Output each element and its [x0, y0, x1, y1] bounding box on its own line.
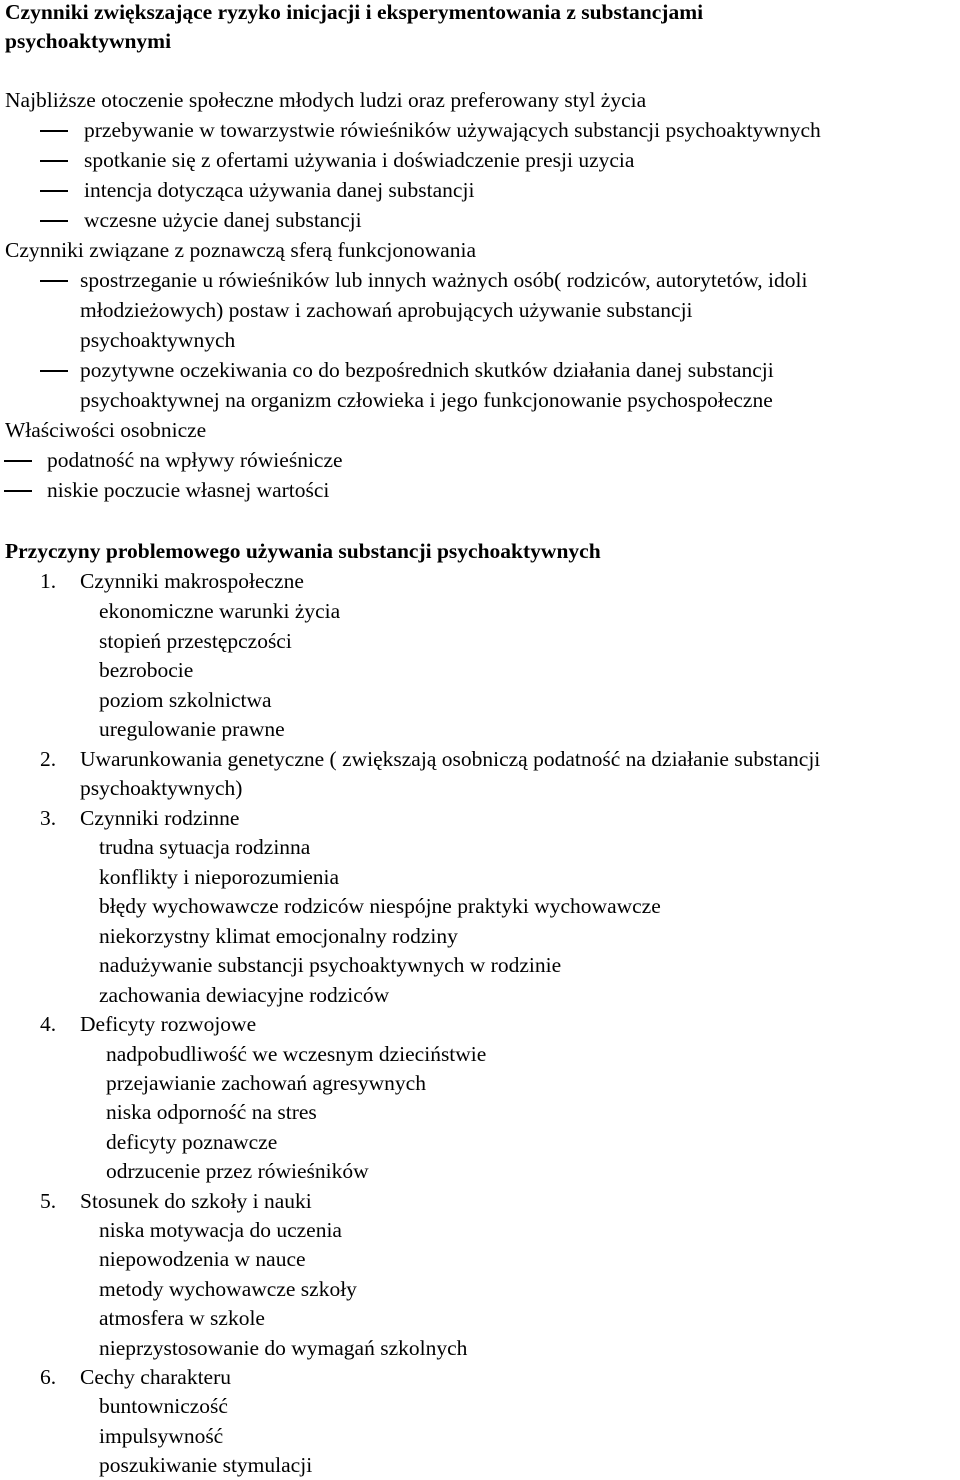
dash-bullet — [40, 280, 68, 282]
sub-item: deficyty poznawcze — [106, 1130, 278, 1154]
list-item-continuation: psychoaktywnych — [80, 328, 236, 352]
sub-item: niepowodzenia w nauce — [99, 1247, 306, 1271]
sub-item: buntowniczość — [99, 1394, 228, 1418]
sub-item: nieprzystosowanie do wymagań szkolnych — [99, 1336, 468, 1360]
sub-item: niska motywacja do uczenia — [99, 1218, 342, 1242]
dash-bullet — [4, 490, 32, 492]
section3-heading: Właściwości osobnicze — [5, 418, 207, 442]
causes-heading: Przyczyny problemowego używania substancji psychoaktywnych — [5, 539, 601, 563]
sub-item: ekonomiczne warunki życia — [99, 599, 341, 623]
dash-bullet — [40, 190, 68, 192]
sub-item: niekorzystny klimat emocjonalny rodziny — [99, 924, 458, 948]
sub-item: uregulowanie prawne — [99, 717, 285, 741]
title-line-2: psychoaktywnymi — [5, 29, 172, 53]
sub-item: poziom szkolnictwa — [99, 688, 272, 712]
dash-bullet — [40, 130, 68, 132]
list-item-continuation: psychoaktywnej na organizm człowieka i jego funkcjonowanie psychospołeczne — [80, 388, 773, 412]
sub-item: poszukiwanie stymulacji — [99, 1453, 313, 1477]
sub-item: zachowania dewiacyjne rodziców — [99, 983, 390, 1007]
sub-item: niska odporność na stres — [106, 1100, 317, 1124]
section1-heading: Najbliższe otoczenie społeczne młodych ludzi oraz preferowany styl życia — [5, 88, 647, 112]
sub-item: trudna sytuacja rodzinna — [99, 835, 311, 859]
sub-item: nadużywanie substancji psychoaktywnych w rodzinie — [99, 953, 562, 977]
sub-item: atmosfera w szkole — [99, 1306, 265, 1330]
sub-item: przejawianie zachowań agresywnych — [106, 1071, 426, 1095]
sub-item: stopień przestępczości — [99, 629, 292, 653]
dash-bullet — [40, 160, 68, 162]
sub-item: impulsywność — [99, 1424, 224, 1448]
sub-item: metody wychowawcze szkoły — [99, 1277, 357, 1301]
title-line-1: Czynniki zwiększające ryzyko inicjacji i eksperymentowania z substancjami — [5, 0, 704, 24]
sub-item: odrzucenie przez rówieśników — [106, 1159, 369, 1183]
sub-item: nadpobudliwość we wczesnym dzieciństwie — [106, 1042, 487, 1066]
dash-bullet — [40, 220, 68, 222]
section2-heading: Czynniki związane z poznawczą sferą funkcjonowania — [5, 238, 476, 262]
sub-item: bezrobocie — [99, 658, 194, 682]
numbered-item-continuation: psychoaktywnych) — [80, 776, 243, 800]
sub-item: błędy wychowawcze rodziców niespójne praktyki wychowawcze — [99, 894, 661, 918]
dash-bullet — [40, 370, 68, 372]
dash-bullet — [4, 460, 32, 462]
list-item-continuation: młodzieżowych) postaw i zachowań aprobujących używanie substancji — [80, 298, 693, 322]
sub-item: konflikty i nieporozumienia — [99, 865, 340, 889]
